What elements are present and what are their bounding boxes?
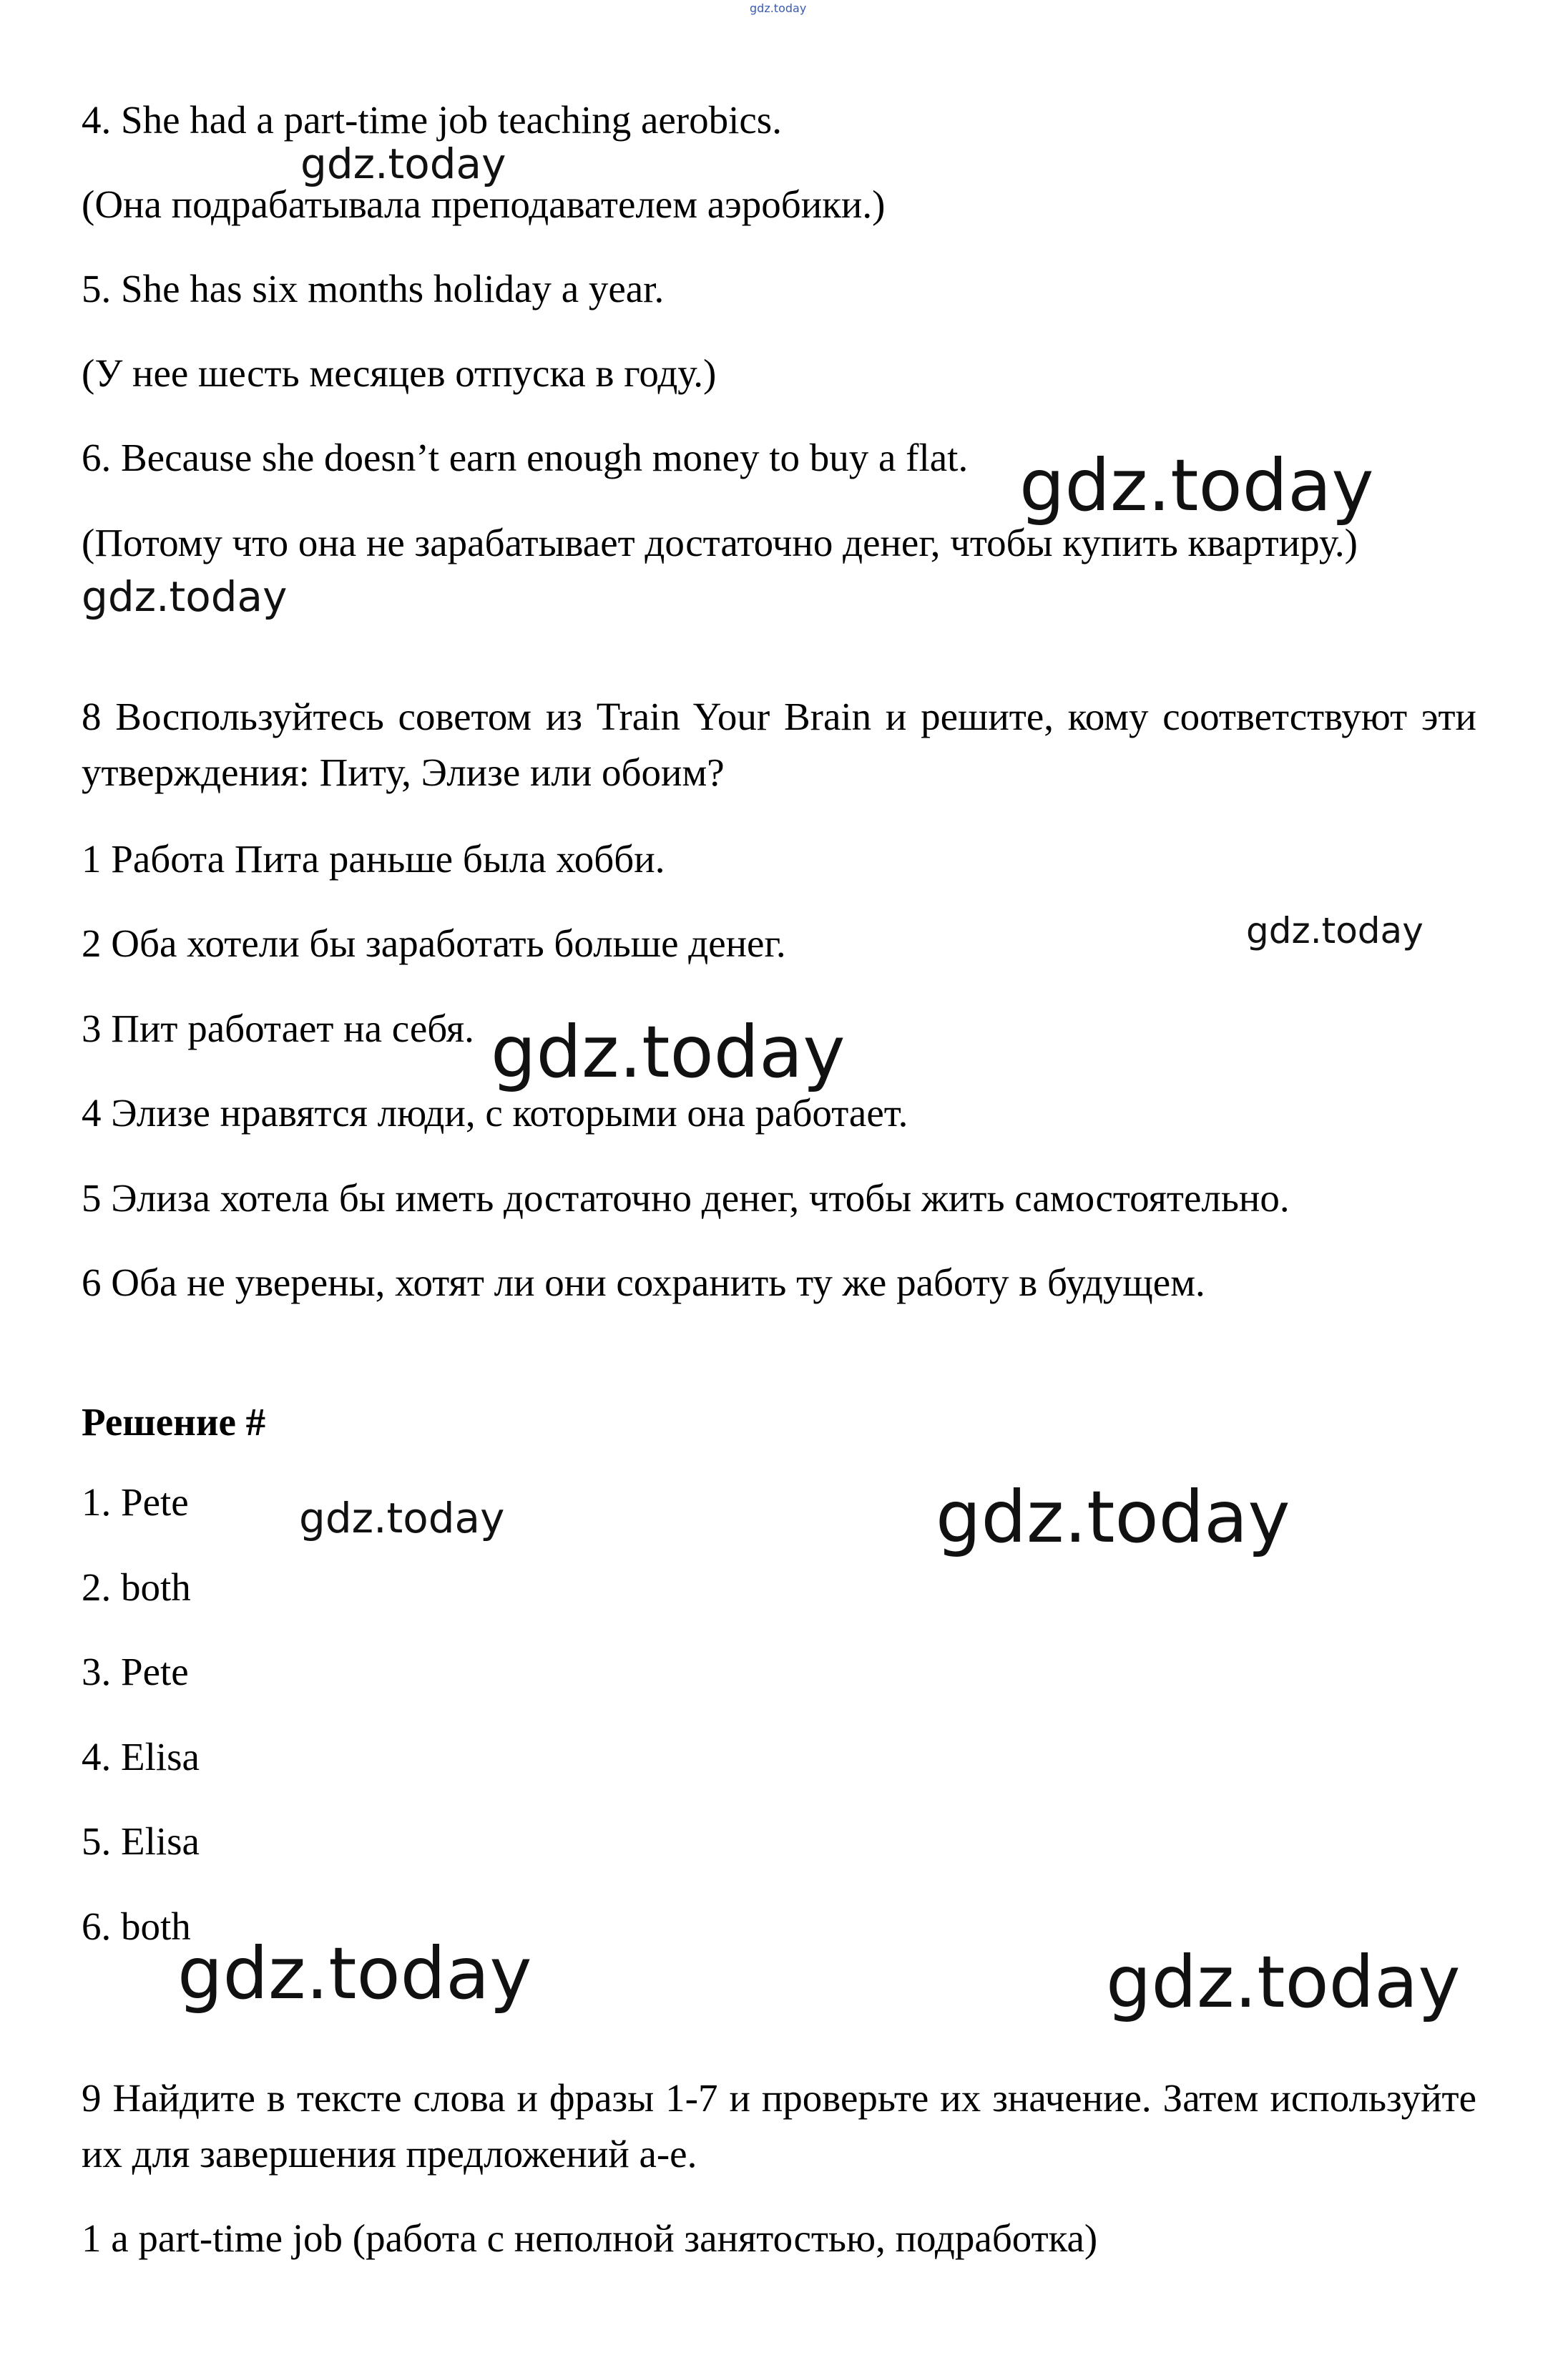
watermark-text: gdz.today [82,572,288,621]
solution-answer-6: 6. both [82,1904,191,1948]
watermark-text: gdz.today [177,1932,532,2015]
task8-statement-3: 3 Пит работает на себя. [82,1007,474,1050]
solution-answer-4: 4. Elisa [82,1735,200,1779]
task8-statement-6: 6 Оба не уверены, хотят ли они сохранить ту же работу в будущем. [82,1261,1205,1304]
watermark-text: gdz.today [491,1010,846,1094]
task8-statement-1: 1 Работа Пита раньше была хобби. [82,837,665,881]
watermark-text: gdz.today [1019,444,1374,527]
task8-instruction: 8 Воспользуйтесь советом из Train Your Brain и решите, кому соответствуют эти утверждения: Питу, Элизе или обоим? [82,695,1476,794]
answer-translation-5: (У нее шесть месяцев отпуска в году.) [82,351,717,395]
watermark-text: gdz.today [300,140,506,188]
solution-answer-2: 2. both [82,1565,191,1609]
answer-line-4: 4. She had a part-time job teaching aerobics. [82,98,782,142]
answer-line-6: 6. Because she doesn’t earn enough money to buy a flat. [82,436,969,479]
answer-line-5: 5. She has six months holiday a year. [82,267,665,310]
task9-item-1: 1 a part-time job (работа с неполной занятостью, подработка) [82,2216,1098,2260]
solution-answer-5: 5. Elisa [82,1819,200,1863]
solution-answer-3: 3. Pete [82,1650,189,1693]
task8-statement-4: 4 Элизе нравятся люди, с которыми она работает. [82,1091,908,1135]
task8-statement-5: 5 Элиза хотела бы иметь достаточно денег, чтобы жить самостоятельно. [82,1176,1290,1220]
task8-statement-2: 2 Оба хотели бы заработать больше денег. [82,921,786,965]
watermark-text: gdz.today [299,1494,505,1542]
watermark-text: gdz.today [1246,910,1424,951]
answer-translation-6: (Потому что она не зарабатывает достаточно денег, чтобы купить квартиру.) [82,521,1358,564]
task9-instruction: 9 Найдите в тексте слова и фразы 1-7 и проверьте их значение. Затем используйте их для завершения предложений a-e. [82,2076,1476,2176]
watermark-text: gdz.today [936,1475,1290,1559]
solution-heading: Решение # [82,1400,266,1444]
solution-answer-1: 1. Pete [82,1480,189,1524]
header-watermark: gdz.today [750,1,807,15]
answer-translation-4: (Она подрабатывала преподавателем аэробики.) [82,182,886,226]
watermark-text: gdz.today [1106,1940,1461,2024]
